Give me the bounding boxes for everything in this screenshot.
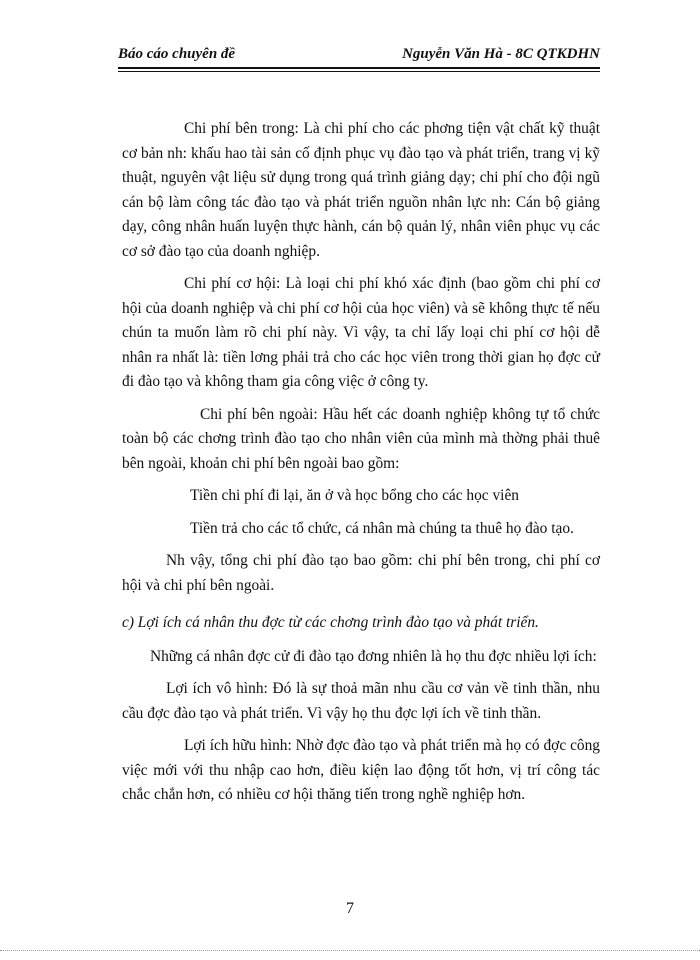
header-report-title: Báo cáo chuyên đề — [118, 46, 236, 62]
paragraph-benefits-intro: Những cá nhân đợc cử đi đào tạo đơng nhiên là họ thu đợc nhiều lợi ích: — [150, 647, 597, 665]
page-number: 7 — [346, 900, 354, 917]
list-item-travel-cost: Tiền chi phí đi lại, ăn ở và học bổng cho các học viên — [190, 487, 519, 504]
paragraph-total-cost: Nh vậy, tổng chi phí đào tạo bao gồm: chi phí bên trong, chi phí cơ hội và chi phí bên ngoài. — [122, 552, 600, 594]
paragraph-opportunity-cost: Chi phí cơ hội: Là loại chi phí khó xác định (bao gồm chi phí cơ hội của doanh nghiệp và chi phí cơ hội của học viên) và sẽ không thực tế nếu chún ta muốn làm rõ chi phí này. Vì vậy, ta chỉ lấy loại chi phí cơ hội dễ nhân ra nhất là: tiền lơng phải trả cho các học viên trong thời gian họ đợc cử đi đào tạo và không tham gia công việc ở công ty. — [122, 275, 600, 390]
header-rule — [118, 67, 600, 69]
list-item-training-fee: Tiền trả cho các tổ chức, cá nhân mà chúng ta thuê họ đào tạo. — [190, 519, 574, 537]
paragraph-internal-cost: Chi phí bên trong: Là chi phí cho các phơng tiện vật chất kỹ thuật cơ bản nh: khấu hao tài sản cố định phục vụ đào tạo và phát triển, trang vị kỹ thuật, nguyên vật liệu sử dụng trong quá trình giảng dạy; chi phí cho đội ngũ cán bộ làm công tác đào tạo và phát triển nguồn nhân lực nh: Cán bộ giảng dạy, công nhân huấn luyện thực hành, cán bộ quản lý, nhân viên phục vụ các cơ sở đào tạo của doanh nghiệp. — [122, 120, 600, 260]
header-rule-thin — [118, 71, 600, 72]
section-heading-benefits: c) Lợi ích cá nhân thu đợc từ các chơng trình đào tạo và phát triển. — [122, 614, 539, 631]
document-body — [122, 117, 600, 808]
page-header — [118, 46, 600, 68]
paragraph-intangible-benefits: Lợi ích vô hình: Đó là sự thoả mãn nhu cầu cơ vản về tinh thần, nhu cầu đợc đào tạo và phát triển. Vì vậy họ thu đợc lợi ích về tinh thần. — [122, 680, 600, 722]
footer-divider — [0, 950, 700, 951]
paragraph-external-cost: Chi phí bên ngoài: Hầu hết các doanh nghiệp không tự tổ chức toàn bộ các chơng trình đào tạo cho nhân viên của mình mà thờng phải thuê bên ngoài, khoản chi phí bên ngoài bao gồm: — [122, 405, 600, 472]
header-author: Nguyễn Văn Hà - 8C QTKDHN — [402, 46, 600, 62]
paragraph-tangible-benefits: Lợi ích hữu hình: Nhờ đợc đào tạo và phát triển mà họ có đợc công việc mới với thu nhập cao hơn, điều kiện lao động tốt hơn, vị trí công tác chắc chắn hơn, có nhiều cơ hội thăng tiến trong nghề nghiệp hơn. — [122, 737, 600, 803]
